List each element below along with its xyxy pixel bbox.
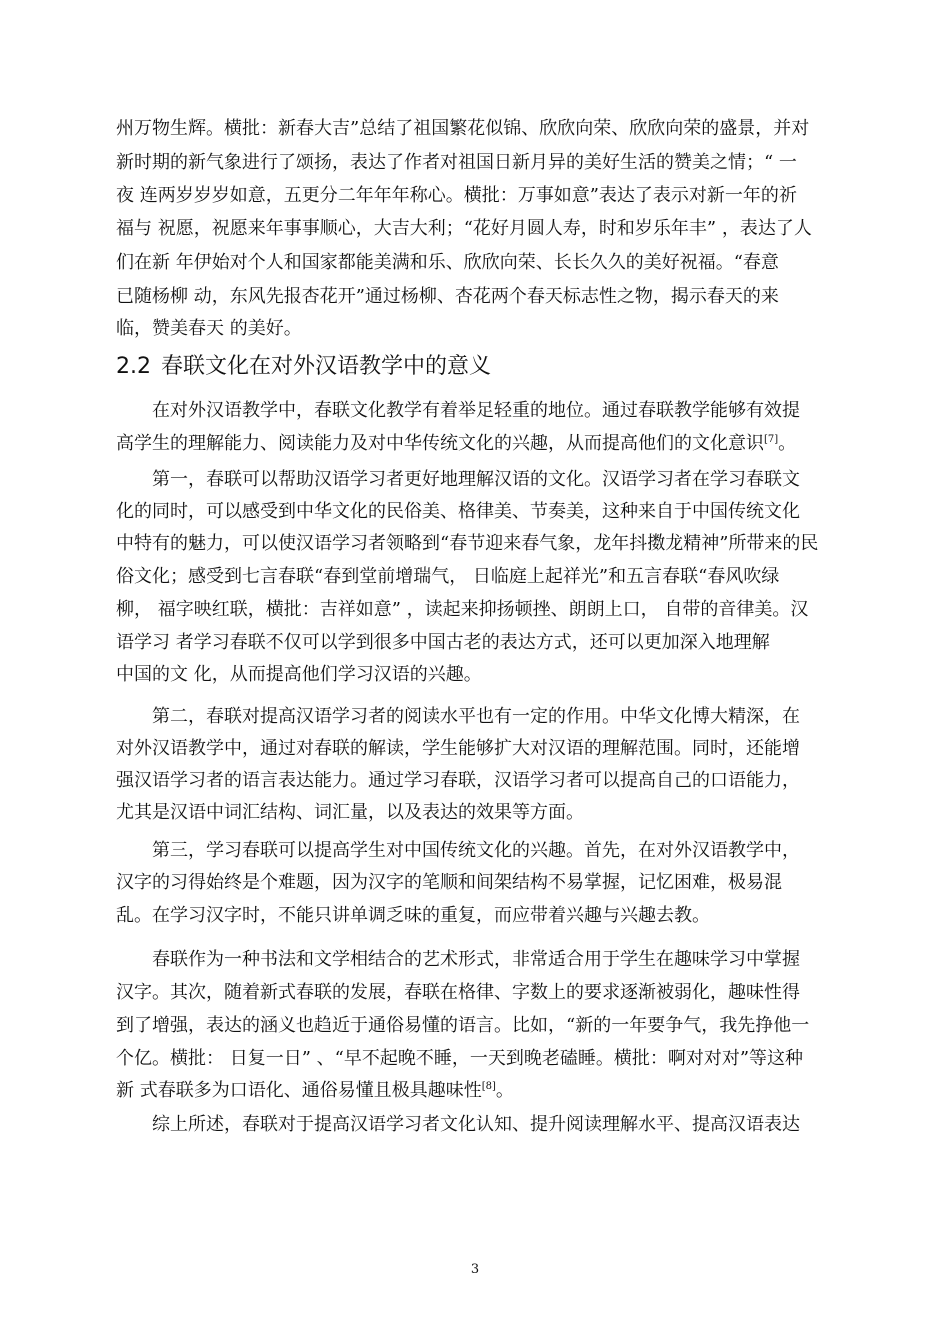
- text-line: [116, 1078, 860, 1104]
- text-line: 语学习 者学习春联不仅可以学到很多中国古老的表达方式，还可以更加深入地理解: [116, 632, 770, 653]
- text-line: 强汉语学习者的语言表达能力。通过学习春联，汉语学习者可以提高自己的口语能力，: [116, 770, 800, 791]
- page-number: 3: [470, 1262, 480, 1277]
- section-heading: [116, 352, 491, 382]
- line-end: 。: [495, 1080, 514, 1101]
- text-line: 已随杨柳 动，东风先报杏花开”通过杨柳、杏花两个春天标志性之物，揭示春天的来: [116, 286, 779, 307]
- line-end: 。: [778, 433, 797, 454]
- section-number: 2.2: [116, 354, 151, 379]
- text-line: 第三，学习春联可以提高学生对中国传统文化的兴趣。首先，在对外汉语教学中，: [152, 840, 800, 861]
- line-text: 新 式春联多为口语化、通俗易懂且极具趣味性: [116, 1080, 482, 1101]
- text-line: 中国的文 化，从而提高他们学习汉语的兴趣。: [116, 664, 482, 685]
- text-line: 第二，春联对提高汉语学习者的阅读水平也有一定的作用。中华文化博大精深，在: [152, 706, 800, 727]
- text-line: 综上所述，春联对于提高汉语学习者文化认知、提升阅读理解水平、提高汉语表达: [152, 1114, 800, 1135]
- section-title: 春联文化在对外汉语教学中的意义: [161, 354, 492, 379]
- text-line: 化的同时，可以感受到中华文化的民俗美、格律美、节奏美，这种来自于中国传统文化: [116, 501, 800, 522]
- text-line: 个亿。横批： 日复一日” 、“早不起晚不睡，一天到晚老磕睡。横批：啊对对对”等这种: [116, 1048, 804, 1069]
- text-line: 乱。在学习汉字时，不能只讲单调乏味的重复，而应带着兴趣与兴趣去教。: [116, 905, 710, 926]
- text-line: 在对外汉语教学中，春联文化教学有着举足轻重的地位。通过春联教学能够有效提: [152, 400, 800, 421]
- text-line: 临，赞美春天 的美好。: [116, 318, 302, 339]
- text-line: 夜 连两岁岁岁如意，五更分二年年年称心。横批：万事如意”表达了表示对新一年的祈: [116, 185, 797, 206]
- text-line: [116, 431, 860, 457]
- text-line: 第一，春联可以帮助汉语学习者更好地理解汉语的文化。汉语学习者在学习春联文: [152, 469, 800, 490]
- text-line: 汉字的习得始终是个难题，因为汉字的笔顺和间架结构不易掌握，记忆困难，极易混: [116, 872, 782, 893]
- text-line: 州万物生辉。横批：新春大吉”总结了祖国繁花似锦、欣欣向荣、欣欣向荣的盛景，并对: [116, 118, 810, 139]
- citation: [7]: [764, 434, 779, 445]
- text-line: 柳， 福字映红联，横批：吉祥如意” ，读起来抑扬顿挫、朗朗上口， 自带的音律美。汉: [116, 599, 809, 620]
- text-line: 中特有的魅力，可以使汉语学习者领略到“春节迎来春气象，龙年抖擞龙精神”所带来的民: [116, 533, 819, 554]
- text-line: 对外汉语教学中，通过对春联的解读，学生能够扩大对汉语的理解范围。同时，还能增: [116, 738, 800, 759]
- text-line: 尤其是汉语中词汇结构、词汇量，以及表达的效果等方面。: [116, 802, 584, 823]
- text-line: 春联作为一种书法和文学相结合的艺术形式，非常适合用于学生在趣味学习中掌握: [152, 949, 800, 970]
- text-line: 俗文化；感受到七言春联“春到堂前增瑞气， 日临庭上起祥光”和五言春联“春风吹绿: [116, 566, 780, 587]
- text-line: 们在新 年伊始对个人和国家都能美满和乐、欣欣向荣、长长久久的美好祝福。“春意: [116, 252, 779, 273]
- line-text: 高学生的理解能力、阅读能力及对中华传统文化的兴趣，从而提高他们的文化意识: [116, 433, 764, 454]
- text-line: 福与 祝愿，祝愿来年事事顺心，大吉大利；“花好月圆人寿，时和岁乐年丰” ，表达了人: [116, 218, 812, 239]
- citation: [8]: [481, 1081, 496, 1092]
- text-line: 到了增强，表达的涵义也趋近于通俗易懂的语言。比如，“新的一年要争气，我先挣他一: [116, 1015, 810, 1036]
- text-line: 新时期的新气象进行了颂扬，表达了作者对祖国日新月异的美好生活的赞美之情；“ 一: [116, 152, 797, 173]
- text-line: 汉字。其次，随着新式春联的发展，春联在格律、字数上的要求逐渐被弱化，趣味性得: [116, 982, 800, 1003]
